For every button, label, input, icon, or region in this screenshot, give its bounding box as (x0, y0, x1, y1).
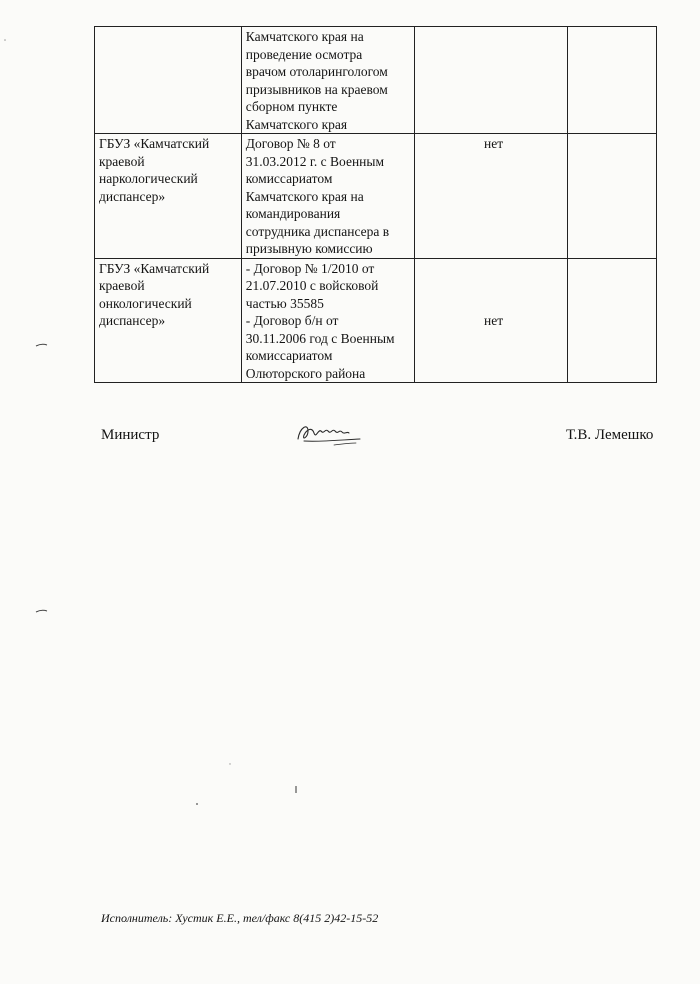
contract-line: Олюторского района (245, 365, 366, 381)
contract-line: сборном пункте (245, 99, 338, 114)
contract-line: врачом отоларингологом (245, 64, 388, 79)
contract-line: комиссариатом (245, 348, 333, 363)
contract-line: призывную комиссию (245, 241, 373, 256)
contract-line: проведение осмотра (245, 46, 363, 62)
contract-line: 31.03.2012 г. с Военным (245, 153, 385, 169)
org-line: ГБУЗ «Камчатский (99, 260, 210, 276)
org-line: краевой (99, 278, 145, 293)
contract-line: Камчатского края на (245, 29, 364, 44)
org-line: диспансер» (99, 188, 166, 204)
contract-line: Камчатского края (245, 116, 348, 132)
contract-line: частью 35585 (245, 295, 324, 311)
contract-line: Договор № 8 от (245, 136, 336, 151)
contract-line: сотрудника диспансера в (245, 223, 390, 239)
contract-line: комиссариатом (245, 171, 333, 186)
status-value: нет (484, 313, 504, 328)
org-line: онкологический (99, 295, 192, 311)
org-line: краевой (99, 153, 145, 169)
contract-line: командирования (245, 206, 341, 221)
contract-line: 21.07.2010 с войсковой (245, 278, 379, 293)
signatory-name: Т.В. Лемешко (566, 427, 654, 443)
contract-line: - Договор № 1/2010 от (245, 260, 375, 276)
executor-line: Исполнитель: Хустик Е.Е., тел/факс 8(415 2)42-15-52 (101, 911, 379, 925)
org-line: ГБУЗ «Камчатский (99, 136, 210, 151)
contract-line: 30.11.2006 год с Военным (245, 330, 395, 346)
org-line: наркологический (99, 171, 198, 186)
contract-line: Камчатского края на (245, 188, 364, 204)
contract-line: призывников на краевом (245, 81, 388, 97)
status-value: нет (484, 136, 504, 151)
org-line: диспансер» (99, 313, 166, 328)
contract-line: - Договор б/н от (245, 313, 339, 328)
signatory-title: Министр (101, 427, 160, 443)
